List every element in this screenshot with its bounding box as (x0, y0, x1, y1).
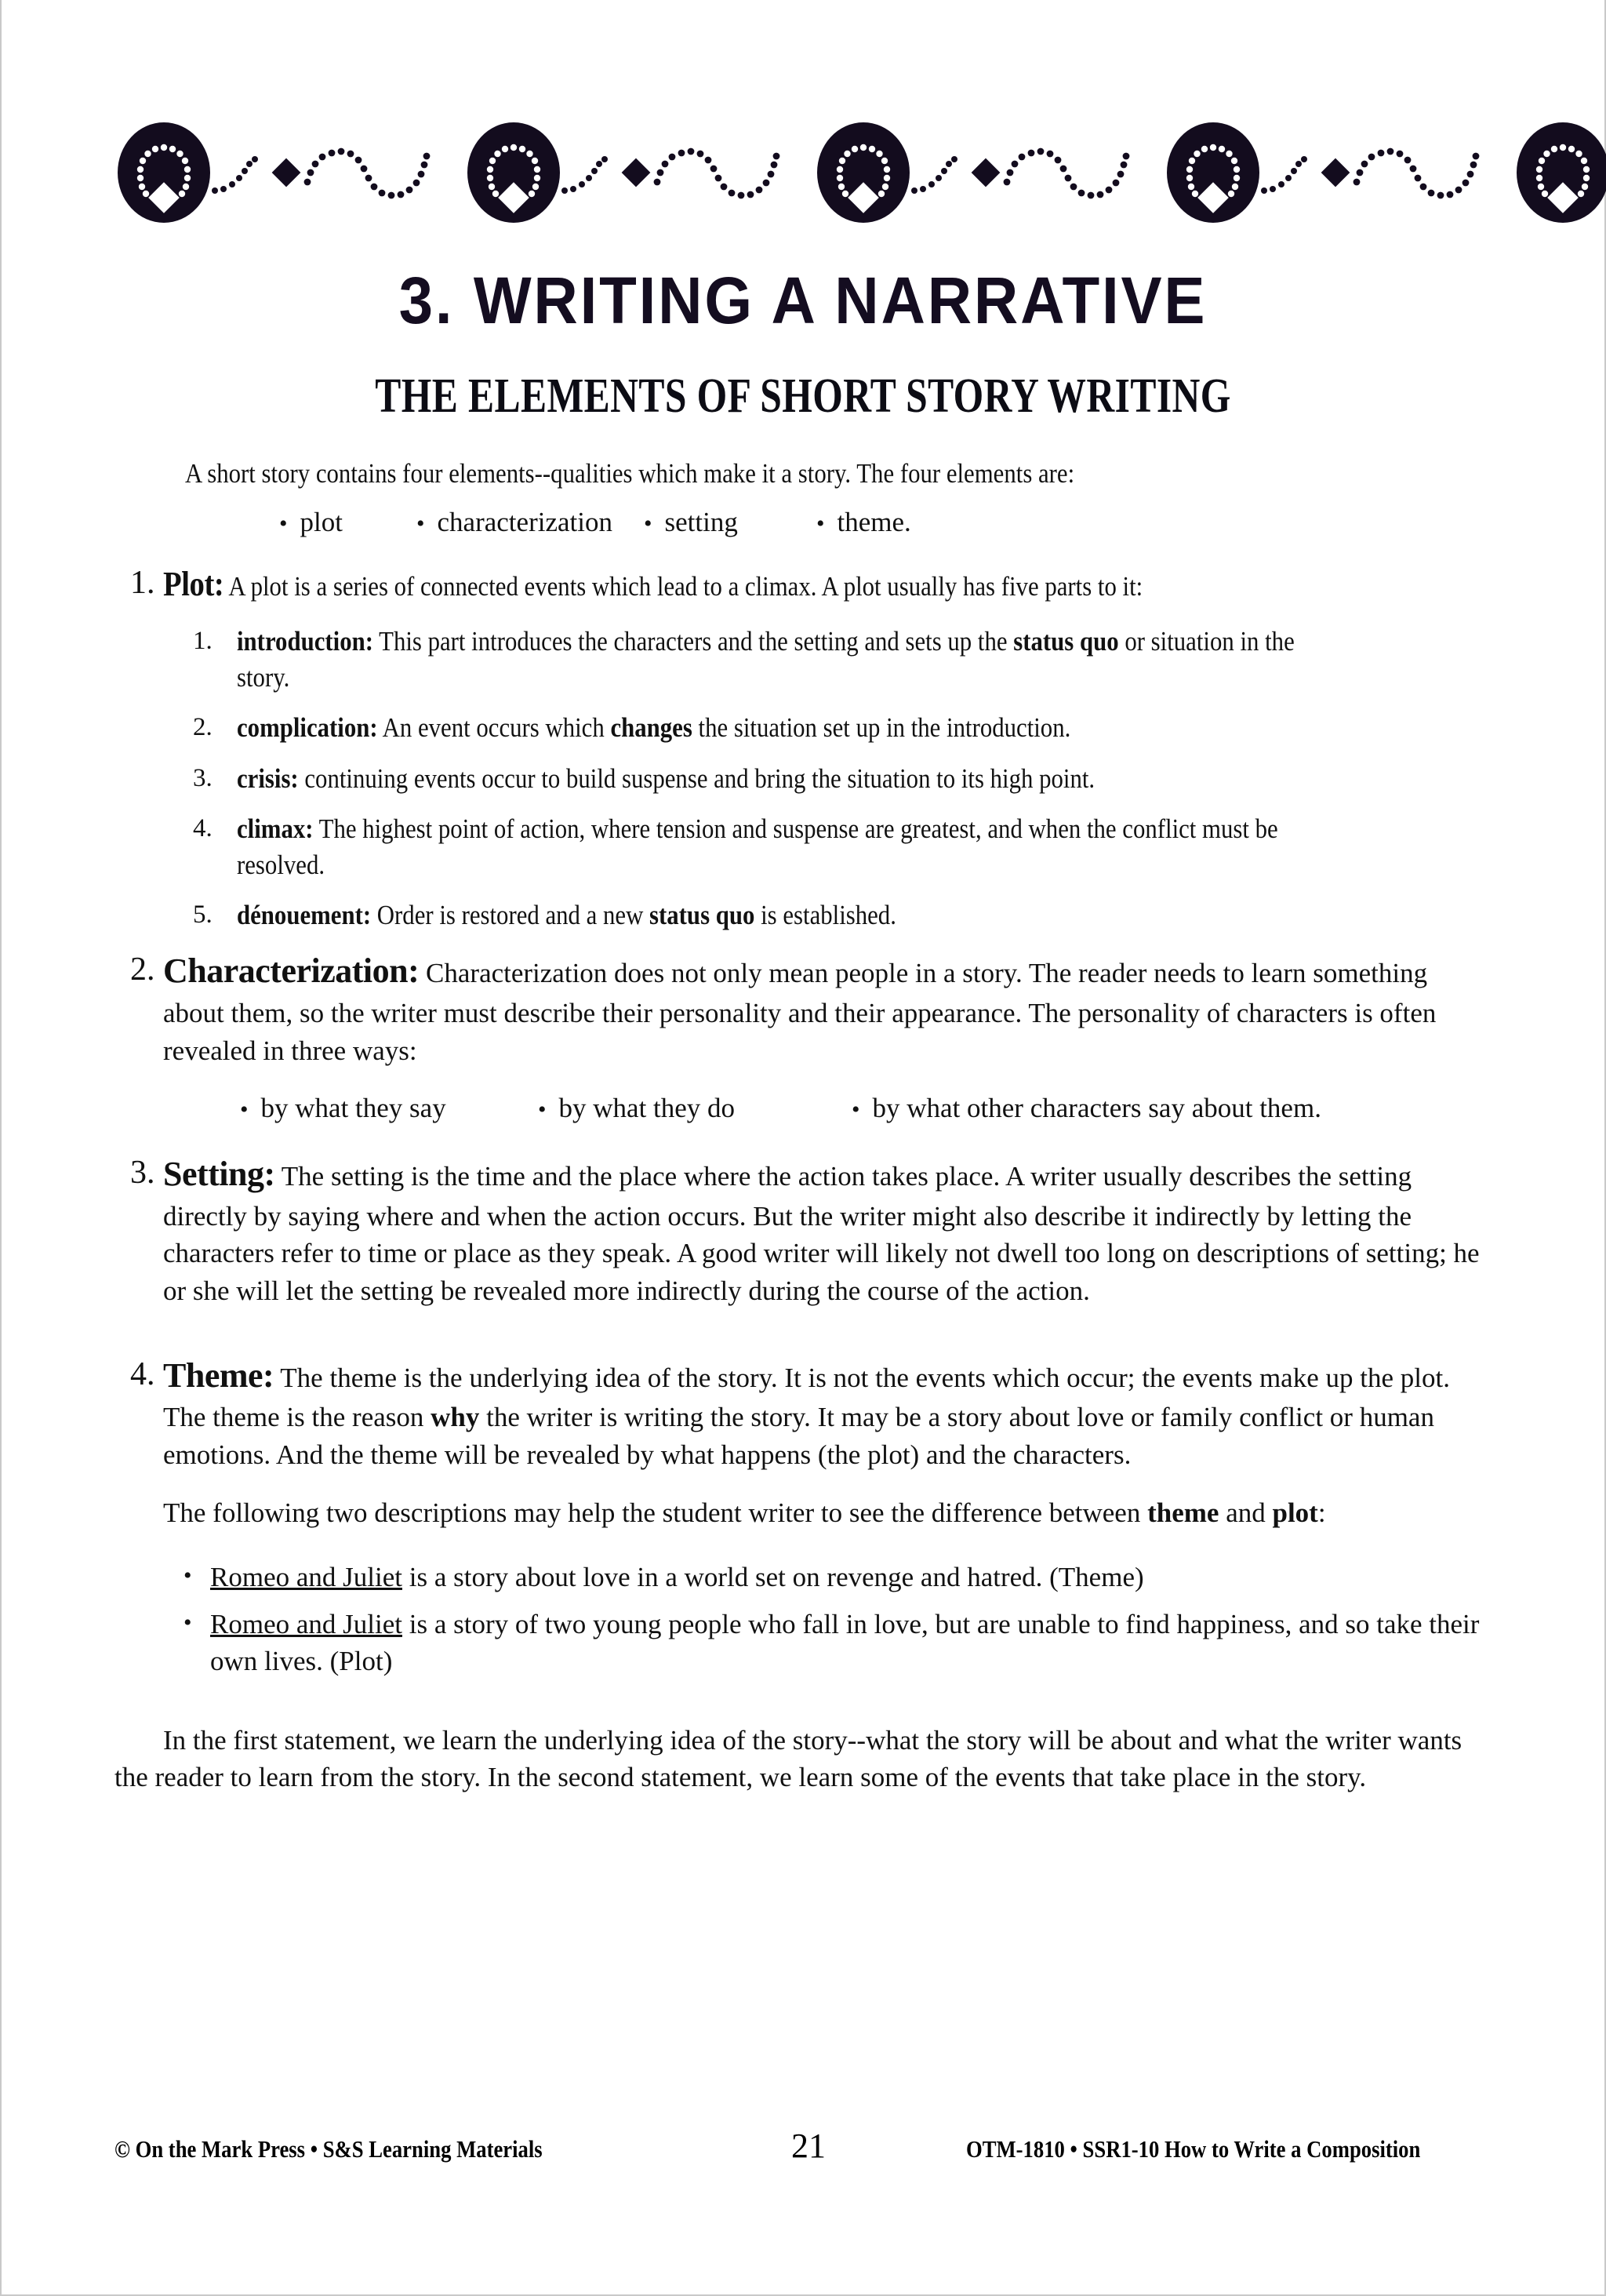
section-theme (114, 1352, 1495, 1535)
element-item (416, 504, 644, 541)
plot-part-number: 1. (193, 627, 213, 656)
wave-dots-icon (652, 135, 816, 210)
section-paragraph (163, 1352, 1495, 1474)
dotted-arch-circle-icon (1167, 122, 1259, 223)
footer-product-code (938, 2135, 1495, 2163)
plot-part-text (237, 761, 1495, 797)
spacer (114, 1690, 1495, 1722)
section-paragraph (163, 1151, 1495, 1310)
bullet-icon: • (644, 510, 652, 537)
intro-text: A short story contains four elements--qualities which make it a story. The four elements are: (185, 458, 1075, 489)
plot-part-bold: changes (610, 712, 692, 744)
section-number: 1. (130, 565, 155, 602)
theme-followup-bold-theme: theme (1147, 1497, 1219, 1528)
section-body (163, 948, 1495, 1072)
bullet-icon: • (183, 1610, 192, 1636)
closing-text: In the first statement, we learn the underlying idea of the story--what the story will be about and what the writer wants the reader to learn from the story. In the second statement, we learn some of the events that take place in the story. (114, 1724, 1462, 1793)
bullet-icon: • (279, 510, 288, 537)
element-item (279, 504, 416, 541)
intro-paragraph (114, 455, 1495, 493)
page-title: 3. WRITING A NARRATIVE (398, 264, 1208, 337)
plot-part-text (237, 811, 1495, 883)
dotted-arch-circle-icon (1517, 122, 1606, 223)
plot-part-number: 3. (193, 763, 213, 792)
section-setting (114, 1151, 1495, 1313)
theme-followup-a: The following two descriptions may help the student writer to see the difference between (163, 1497, 1148, 1528)
wave-dots-icon (1002, 135, 1165, 210)
page-edge-left (0, 0, 2, 2296)
plot-part-term: climax: (237, 813, 314, 844)
footer-product-text: OTM-1810 • SSR1-10 How to Write a Composition (966, 2135, 1421, 2163)
plot-part-body-a: The highest point of action, where tension and suspense are greatest, and when the conflict must be resolved. (237, 813, 1278, 880)
plot-part-term: dénouement: (237, 900, 372, 931)
plot-part-body-b: the situation set up in the introduction. (692, 712, 1071, 744)
plot-part-body-a: continuing events occur to build suspense and bring the situation to its high point. (298, 762, 1095, 794)
section-characterization (114, 948, 1495, 1072)
black-diamond-icon (272, 158, 301, 187)
plot-part-item (193, 710, 1495, 746)
plot-part-term: introduction: (237, 626, 373, 657)
spacer (114, 1321, 1495, 1352)
section-heading: Setting: (163, 1154, 275, 1193)
romeo-body: is a story of two young people who fall in love, but are unable to find happiness, and so take their own lives. (Plot) (210, 1609, 1480, 1676)
section-number: 3. (130, 1154, 155, 1191)
deco-unit (817, 122, 1167, 223)
footer-copyright-text: © On the Mark Press • S&S Learning Materials (114, 2135, 543, 2163)
dot-tail-icon (560, 145, 621, 200)
black-diamond-icon (972, 158, 1001, 187)
romeo-bullet-plot (114, 1606, 1495, 1679)
closing-paragraph (114, 1722, 1495, 1796)
spacer (163, 1477, 1495, 1494)
dotted-arch-circle-icon (467, 122, 560, 223)
plot-part-term: complication: (237, 712, 378, 744)
theme-followup-bold-plot: plot (1272, 1497, 1318, 1528)
section-text-part2: the writer is writing the story. It may be a story about love or family conflict or human emotions. And the theme will be revealed by what happens (the plot) and the characters. (163, 1402, 1434, 1470)
page-subtitle: THE ELEMENTS OF SHORT STORY WRITING (375, 369, 1231, 423)
dot-tail-icon (910, 145, 971, 200)
document-body (114, 455, 1495, 1796)
page-number: 21 (791, 2127, 826, 2165)
plot-part-term: crisis: (237, 762, 299, 794)
element-item (816, 504, 957, 541)
plot-part-number: 4. (193, 813, 213, 842)
section-heading: Theme: (163, 1355, 274, 1395)
plot-part-number: 2. (193, 713, 213, 742)
bullet-icon: • (538, 1097, 547, 1123)
bullet-icon: • (416, 510, 425, 537)
element-label: setting (664, 506, 738, 537)
decorative-header-band (118, 118, 1498, 227)
bullet-icon: • (816, 510, 825, 537)
plot-part-body-a: Order is restored and a new (371, 900, 650, 931)
section-body (163, 561, 1495, 611)
page-footer (114, 2126, 1495, 2166)
section-heading: Characterization: (163, 952, 420, 991)
section-text: The setting is the time and the place where the action takes place. A writer usually describes the setting directly by saying where and when the action occurs. But the writer might also describe it indirectly by letting the characters refer to time or place as they speak. A good writer will likely not dwell too long on descriptions of setting; he or she will let the setting be revealed more indirectly during the course of the action. (163, 1160, 1480, 1306)
way-item (852, 1090, 1353, 1127)
romeo-title-underlined: Romeo and Juliet (210, 1562, 402, 1593)
dotted-arch-circle-icon (817, 122, 910, 223)
section-body (163, 1352, 1495, 1535)
element-label: plot (300, 506, 343, 537)
deco-unit (467, 122, 817, 223)
section-text: Characterization does not only mean people in a story. The reader needs to learn something about them, so the writer must describe their personality and their appearance. The personality of characters is often revealed in three ways: (163, 958, 1437, 1066)
section-paragraph (163, 561, 1495, 608)
section-number: 2. (130, 952, 155, 988)
way-label: by what other characters say about them. (872, 1093, 1321, 1124)
romeo-bullet-theme (114, 1559, 1495, 1596)
plot-part-text (237, 624, 1495, 696)
deco-unit (1167, 122, 1517, 223)
bullet-icon: • (240, 1097, 249, 1123)
deco-unit (1517, 122, 1606, 223)
black-diamond-icon (622, 158, 651, 187)
bullet-icon: • (183, 1563, 192, 1589)
black-diamond-icon (1321, 158, 1350, 187)
wave-dots-icon (303, 135, 466, 210)
plot-part-bold: status quo (1013, 626, 1119, 657)
plot-part-item (193, 761, 1495, 797)
element-label: theme. (837, 506, 911, 537)
section-text-part1: The theme is the underlying idea of the story. It is not the events which occur; the events make up the plot. The theme is the reason (163, 1362, 1450, 1433)
theme-followup-c: : (1317, 1497, 1326, 1528)
section-text: A plot is a series of connected events which lead to a climax. A plot usually has five parts to it: (223, 571, 1143, 602)
plot-part-number: 5. (193, 901, 213, 930)
plot-part-body-a: This part introduces the characters and the setting and sets up the (372, 626, 1014, 657)
way-label: by what they say (260, 1093, 446, 1124)
plot-part-item (193, 811, 1495, 883)
plot-part-item (193, 897, 1495, 933)
section-number: 4. (130, 1355, 155, 1392)
bullet-icon: • (852, 1097, 860, 1123)
romeo-bullet-text (210, 1559, 1495, 1596)
section-plot (114, 561, 1495, 611)
plot-part-body-a: An event occurs which (377, 712, 611, 744)
romeo-bullet-text (210, 1606, 1495, 1679)
section-paragraph (163, 948, 1495, 1069)
plot-part-body-b: or situation in the story. (237, 626, 1295, 693)
section-text-bold: why (431, 1402, 480, 1433)
way-item (240, 1090, 538, 1127)
four-elements-bullet-row (114, 504, 1495, 541)
three-ways-bullet-row (114, 1090, 1495, 1127)
way-item (538, 1090, 852, 1127)
plot-part-bold: status quo (649, 900, 755, 931)
plot-part-body-b: is established. (754, 900, 896, 931)
section-heading: Plot: (163, 565, 224, 604)
deco-unit (118, 122, 467, 223)
romeo-title-underlined: Romeo and Juliet (210, 1609, 402, 1640)
element-item (644, 504, 816, 541)
way-label: by what they do (558, 1093, 736, 1124)
dot-tail-icon (1259, 145, 1321, 200)
theme-followup-paragraph (163, 1494, 1495, 1532)
spacer (114, 1542, 1495, 1559)
plot-parts-list (114, 624, 1495, 933)
dot-tail-icon (210, 145, 271, 200)
plot-part-text (237, 897, 1495, 933)
dotted-arch-circle-icon (118, 122, 210, 223)
element-label: characterization (437, 506, 612, 537)
wave-dots-icon (1352, 135, 1515, 210)
plot-part-item (193, 624, 1495, 696)
footer-copyright (114, 2135, 679, 2163)
theme-followup-b: and (1219, 1497, 1273, 1528)
section-body (163, 1151, 1495, 1313)
romeo-body: is a story about love in a world set on revenge and hatred. (Theme) (402, 1562, 1144, 1593)
plot-part-text (237, 710, 1495, 746)
